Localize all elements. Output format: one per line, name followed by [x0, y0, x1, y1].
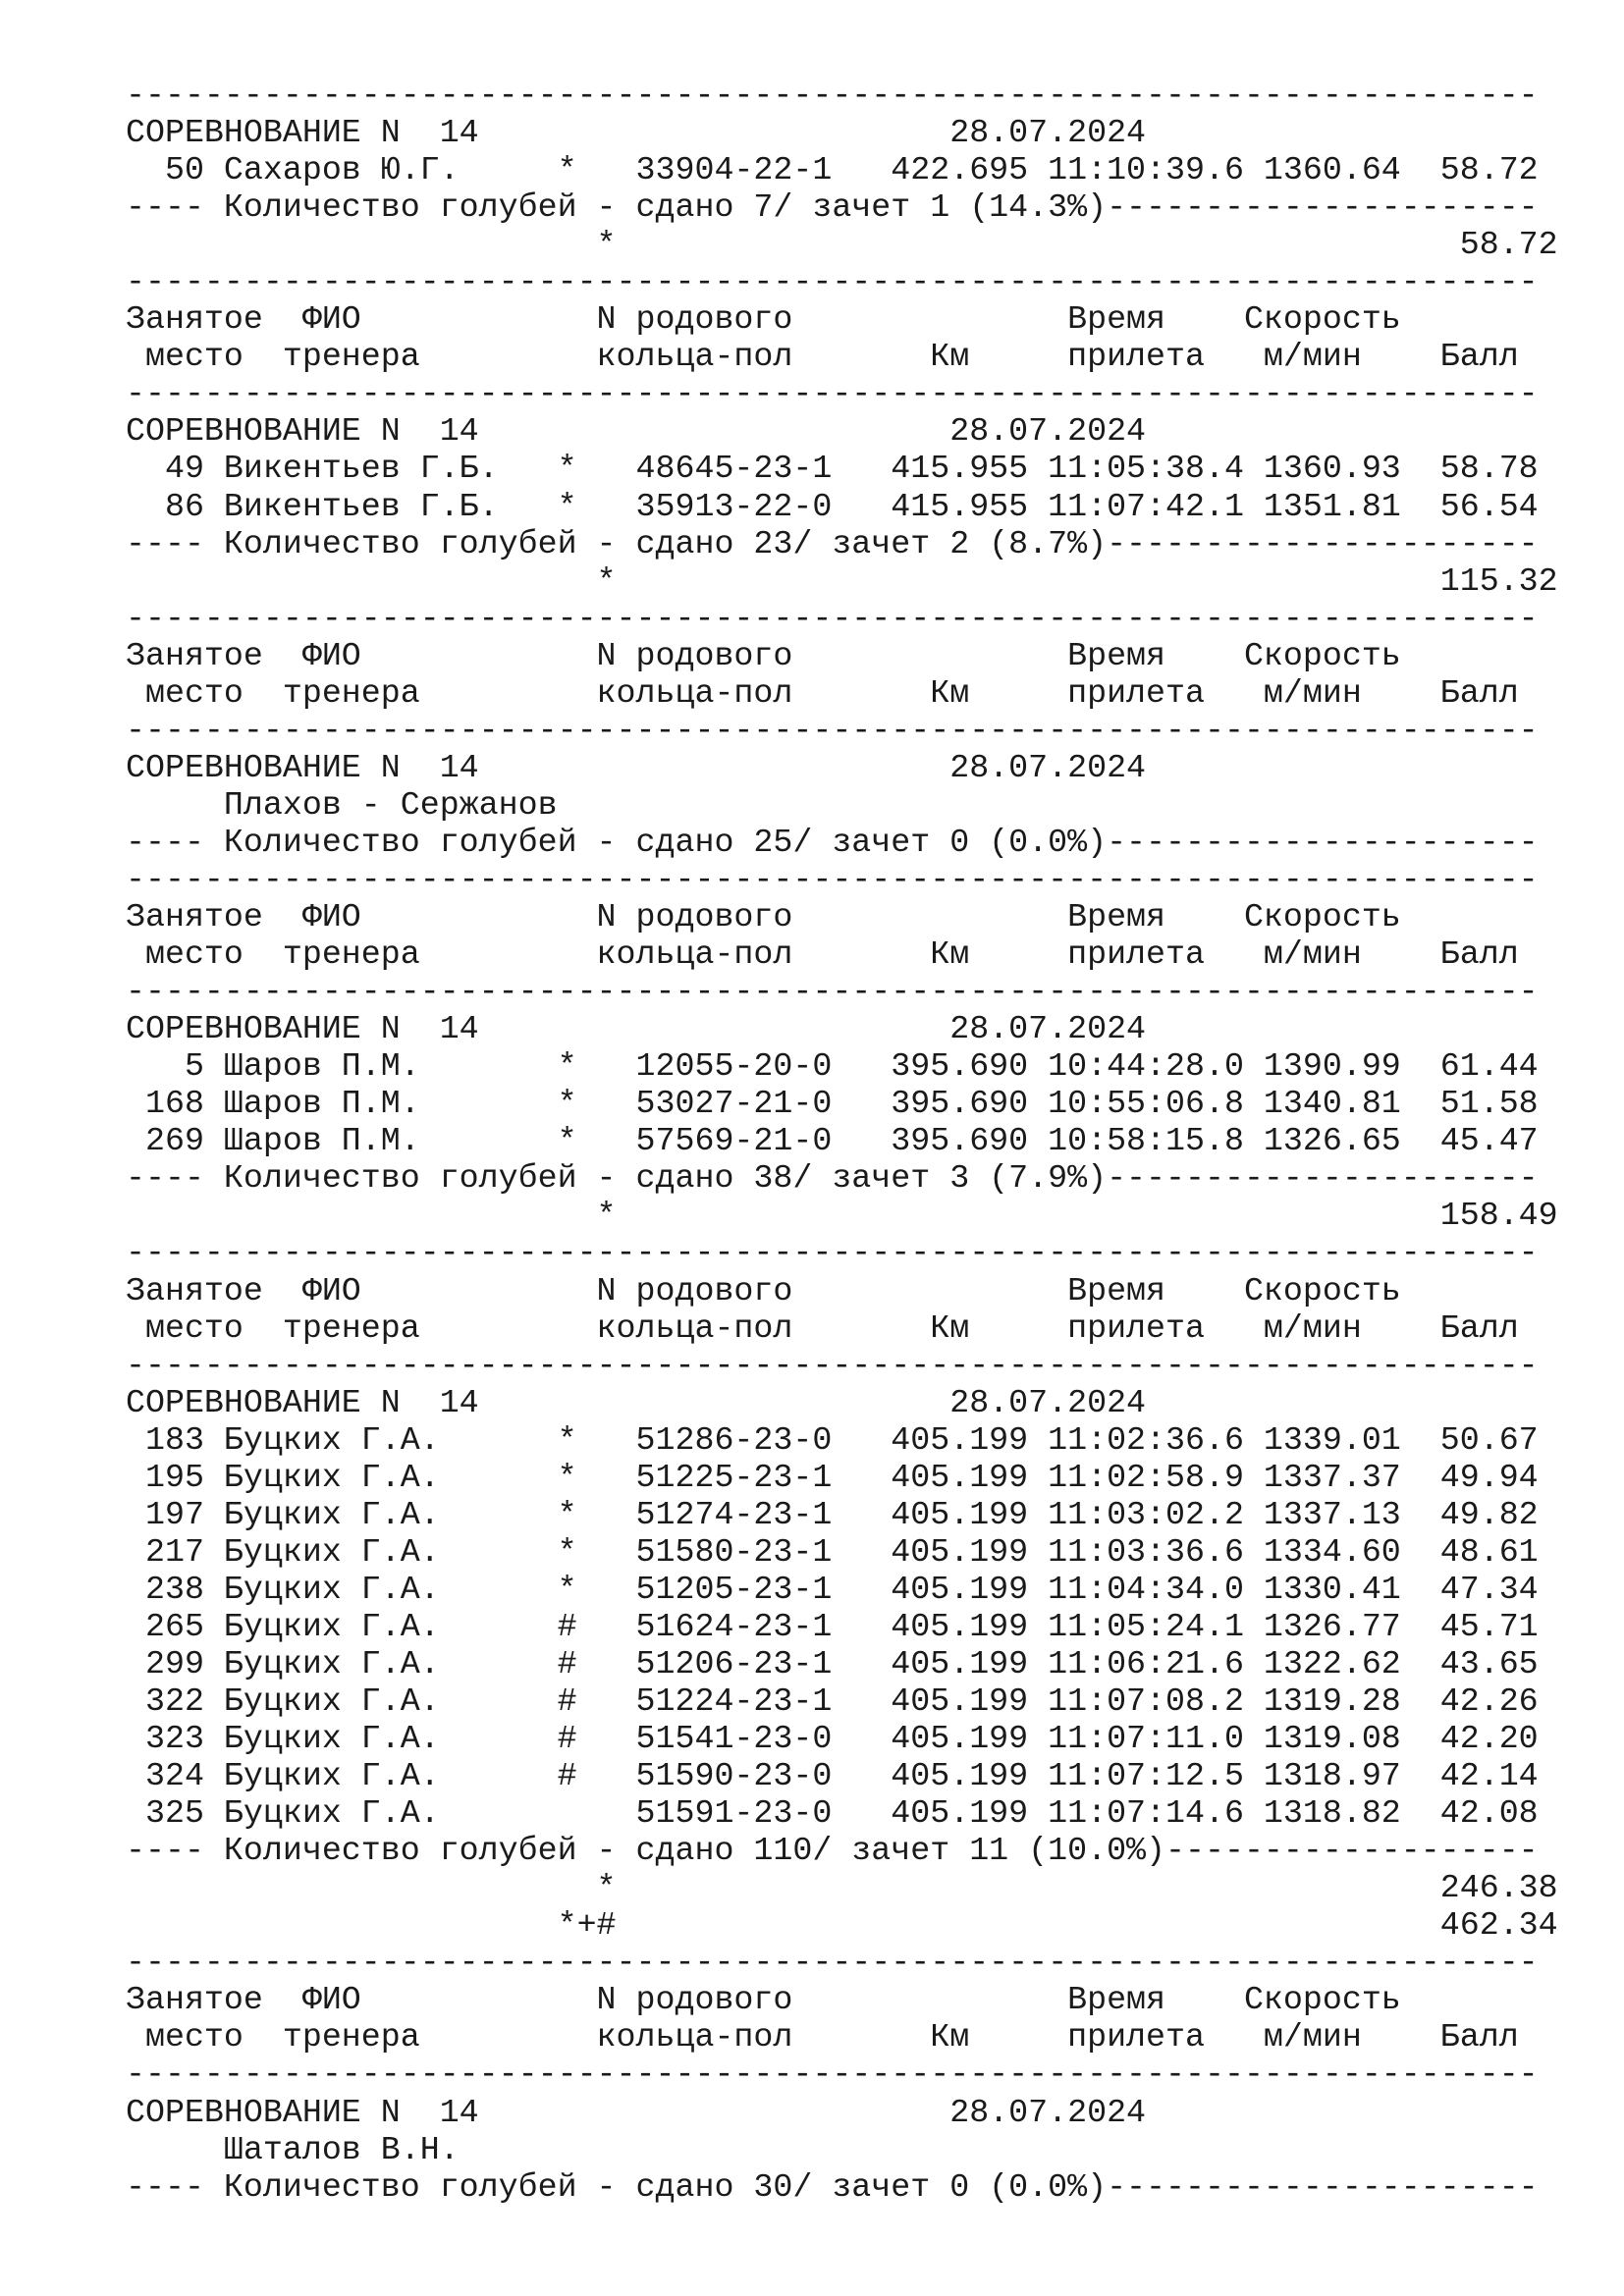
- text-line: СОРЕВНОВАНИЕ N 14 28.07.2024: [126, 412, 1147, 451]
- text-line: * 58.72: [126, 226, 1558, 264]
- text-line: СОРЕВНОВАНИЕ N 14 28.07.2024: [126, 1383, 1147, 1421]
- text-line: Занятое ФИО N родового Время Скорость: [126, 300, 1401, 339]
- text-line: место тренера кольца-пол Км прилета м/мин Балл: [126, 935, 1519, 974]
- text-line: место тренера кольца-пол Км прилета м/мин Балл: [126, 673, 1519, 712]
- text-line: 197 Буцких Г.А. * 51274-23-1 405.199 11:03:02.2 1337.13 49.82: [126, 1495, 1539, 1533]
- text-line: место тренера кольца-пол Км прилета м/мин Балл: [126, 2018, 1519, 2056]
- text-line: Занятое ФИО N родового Время Скорость: [126, 898, 1401, 936]
- text-line: ------------------------------------------------------------------------: [126, 1944, 1539, 1982]
- text-line: * 158.49: [126, 1197, 1558, 1235]
- text-line: * 115.32: [126, 561, 1558, 600]
- text-line: 50 Сахаров Ю.Г. * 33904-22-1 422.695 11:10:39.6 1360.64 58.72: [126, 151, 1539, 189]
- text-line: *+# 462.34: [126, 1906, 1558, 1945]
- text-line: * 246.38: [126, 1869, 1558, 1907]
- text-line: 49 Викентьев Г.Б. * 48645-23-1 415.955 11:05:38.4 1360.93 58.78: [126, 450, 1539, 488]
- text-line: ---- Количество голубей - сдано 25/ зачет 0 (0.0%)----------------------: [126, 823, 1539, 861]
- text-line: 168 Шаров П.М. * 53027-21-0 395.690 10:55:06.8 1340.81 51.58: [126, 1085, 1539, 1123]
- text-line: 238 Буцких Г.А. * 51205-23-1 405.199 11:04:34.0 1330.41 47.34: [126, 1570, 1539, 1608]
- text-line: ------------------------------------------------------------------------: [126, 263, 1539, 301]
- text-line: ---- Количество голубей - сдано 30/ зачет 0 (0.0%)----------------------: [126, 2167, 1539, 2206]
- text-line: СОРЕВНОВАНИЕ N 14 28.07.2024: [126, 114, 1147, 152]
- text-line: 265 Буцких Г.А. # 51624-23-1 405.199 11:05:24.1 1326.77 45.71: [126, 1607, 1539, 1645]
- text-line: 86 Викентьев Г.Б. * 35913-22-0 415.955 11:07:42.1 1351.81 56.54: [126, 487, 1539, 525]
- text-line: СОРЕВНОВАНИЕ N 14 28.07.2024: [126, 2093, 1147, 2131]
- text-line: Занятое ФИО N родового Время Скорость: [126, 1271, 1401, 1309]
- text-line: 183 Буцких Г.А. * 51286-23-0 405.199 11:02:36.6 1339.01 50.67: [126, 1420, 1539, 1459]
- text-line: ---- Количество голубей - сдано 23/ зачет 2 (8.7%)----------------------: [126, 524, 1539, 562]
- text-line: 324 Буцких Г.А. # 51590-23-0 405.199 11:07:12.5 1318.97 42.14: [126, 1757, 1539, 1795]
- text-line: ------------------------------------------------------------------------: [126, 2056, 1539, 2094]
- text-line: 195 Буцких Г.А. * 51225-23-1 405.199 11:02:58.9 1337.37 49.94: [126, 1458, 1539, 1496]
- text-line: ------------------------------------------------------------------------: [126, 375, 1539, 413]
- text-line: СОРЕВНОВАНИЕ N 14 28.07.2024: [126, 748, 1147, 786]
- text-line: СОРЕВНОВАНИЕ N 14 28.07.2024: [126, 1010, 1147, 1048]
- text-line: ------------------------------------------------------------------------: [126, 1234, 1539, 1272]
- text-line: 299 Буцких Г.А. # 51206-23-1 405.199 11:06:21.6 1322.62 43.65: [126, 1644, 1539, 1682]
- text-line: ------------------------------------------------------------------------: [126, 77, 1539, 114]
- text-line: Занятое ФИО N родового Время Скорость: [126, 1981, 1401, 2019]
- text-line: место тренера кольца-пол Км прилета м/мин Балл: [126, 1308, 1519, 1347]
- text-line: 322 Буцких Г.А. # 51224-23-1 405.199 11:07:08.2 1319.28 42.26: [126, 1682, 1539, 1721]
- text-line: 269 Шаров П.М. * 57569-21-0 395.690 10:58:15.8 1326.65 45.47: [126, 1122, 1539, 1160]
- text-line: ---- Количество голубей - сдано 7/ зачет 1 (14.3%)----------------------: [126, 188, 1539, 227]
- text-line: Плахов - Сержанов: [126, 785, 558, 824]
- text-line: 217 Буцких Г.А. * 51580-23-1 405.199 11:03:36.6 1334.60 48.61: [126, 1532, 1539, 1571]
- text-line: ------------------------------------------------------------------------: [126, 860, 1539, 898]
- text-line: ------------------------------------------------------------------------: [126, 973, 1539, 1011]
- text-line: ---- Количество голубей - сдано 38/ зачет 3 (7.9%)----------------------: [126, 1159, 1539, 1198]
- text-line: ------------------------------------------------------------------------: [126, 1346, 1539, 1384]
- text-line: ---- Количество голубей - сдано 110/ зачет 11 (10.0%)-------------------: [126, 1832, 1539, 1870]
- text-line: 325 Буцких Г.А. 51591-23-0 405.199 11:07:14.6 1318.82 42.08: [126, 1794, 1539, 1833]
- text-line: ------------------------------------------------------------------------: [126, 599, 1539, 637]
- results-printout: [126, 77, 1558, 2206]
- text-line: 323 Буцких Г.А. # 51541-23-0 405.199 11:07:11.0 1319.08 42.20: [126, 1720, 1539, 1758]
- text-line: Шаталов В.Н.: [126, 2130, 460, 2168]
- text-line: ------------------------------------------------------------------------: [126, 711, 1539, 749]
- text-line: Занятое ФИО N родового Время Скорость: [126, 636, 1401, 674]
- text-line: место тренера кольца-пол Км прилета м/мин Балл: [126, 338, 1519, 376]
- text-line: 5 Шаров П.М. * 12055-20-0 395.690 10:44:28.0 1390.99 61.44: [126, 1047, 1539, 1086]
